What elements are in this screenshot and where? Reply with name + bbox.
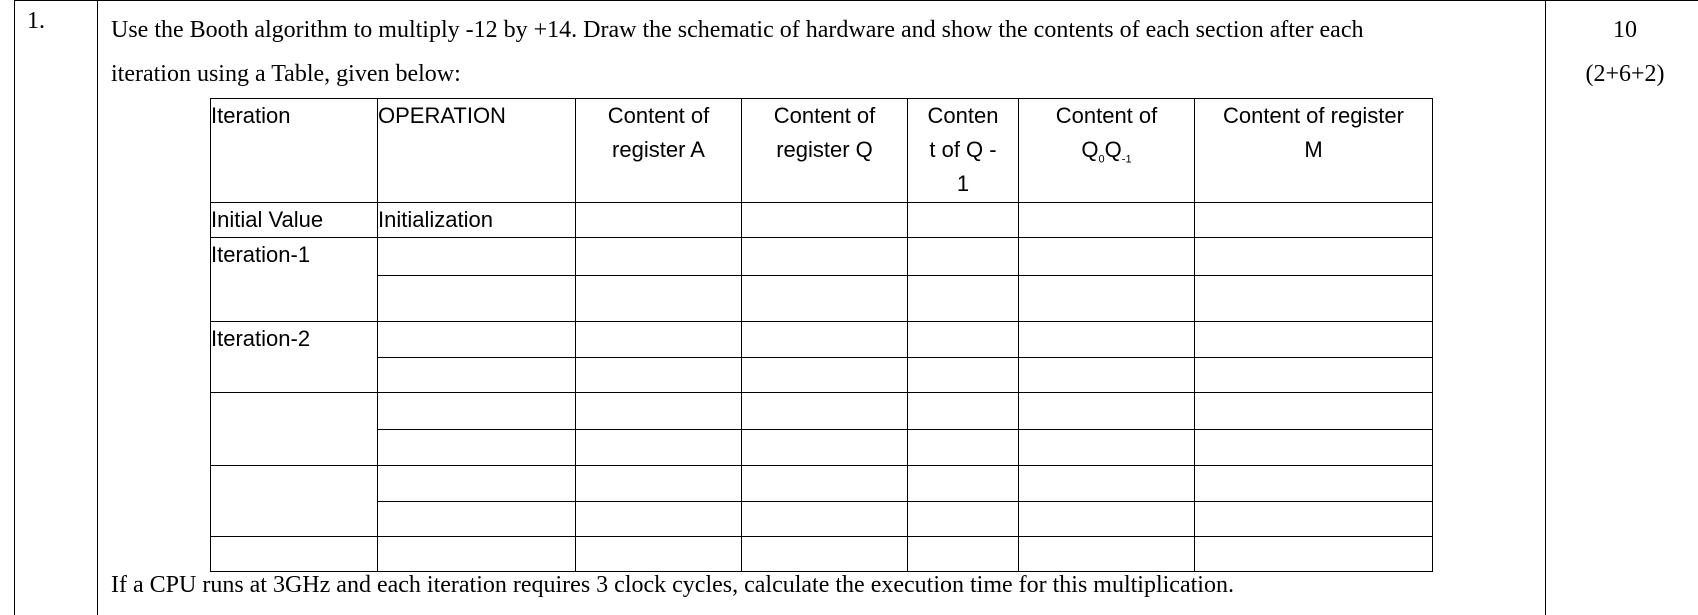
header-register-q-line2: register Q — [776, 137, 873, 162]
table-row — [211, 322, 1433, 358]
header-q-minus-1-line2: t of Q - — [929, 137, 997, 162]
table-header-row — [211, 99, 1433, 203]
answer-cell — [1019, 203, 1195, 238]
q-symbol: Q — [1081, 137, 1099, 162]
answer-cell — [742, 430, 908, 466]
booth-iteration-table — [210, 98, 1433, 572]
table-row — [211, 238, 1433, 276]
table-row — [211, 537, 1433, 572]
iteration-1-cell — [211, 238, 378, 322]
answer-cell — [742, 238, 908, 276]
answer-cell — [1195, 430, 1433, 466]
answer-cell — [576, 393, 742, 430]
answer-cell — [1019, 322, 1195, 358]
answer-cell — [742, 502, 908, 537]
header-register-a — [576, 99, 742, 203]
answer-cell — [576, 466, 742, 502]
answer-cell — [742, 537, 908, 572]
answer-cell — [1195, 537, 1433, 572]
answer-cell — [742, 393, 908, 430]
question-number: 1. — [27, 8, 45, 34]
answer-cell — [378, 322, 576, 358]
answer-cell — [576, 502, 742, 537]
header-operation — [378, 99, 576, 203]
header-register-m-line2: M — [1304, 137, 1323, 162]
initialization-cell — [378, 203, 576, 238]
header-register-q-line1: Content of — [773, 103, 876, 128]
answer-cell — [1019, 238, 1195, 276]
answer-cell — [908, 502, 1019, 537]
table-row — [211, 466, 1433, 502]
iteration-2-cell — [211, 322, 378, 393]
answer-cell — [1195, 502, 1433, 537]
question-line-2: iteration using a Table, given below: — [111, 61, 461, 87]
answer-cell — [576, 238, 742, 276]
answer-cell — [576, 358, 742, 393]
table-row — [211, 393, 1433, 430]
initialization-label: Initialization — [378, 207, 493, 232]
header-register-m-line1: Content of register — [1223, 103, 1404, 128]
answer-cell — [378, 238, 576, 276]
table-row — [211, 203, 1433, 238]
table-row — [211, 502, 1433, 537]
answer-cell — [378, 466, 576, 502]
answer-cell — [576, 430, 742, 466]
header-register-a-line1: Content of — [607, 103, 710, 128]
answer-cell — [1195, 393, 1433, 430]
initial-value-cell — [211, 203, 378, 238]
answer-cell — [1019, 537, 1195, 572]
answer-cell — [1019, 502, 1195, 537]
answer-cell — [908, 430, 1019, 466]
answer-cell — [1019, 358, 1195, 393]
border-top — [14, 0, 1698, 1]
header-q0-q-1-line2 — [1019, 133, 1194, 176]
answer-cell — [908, 358, 1019, 393]
iteration-1-label: Iteration-1 — [211, 242, 311, 267]
header-q0-q-1-line1: Content of — [1055, 103, 1158, 128]
marks-total: 10 — [1613, 17, 1637, 43]
answer-cell — [908, 203, 1019, 238]
answer-cell — [211, 537, 378, 572]
border-left — [14, 0, 15, 615]
answer-cell — [908, 537, 1019, 572]
table-row — [211, 276, 1433, 322]
table-row — [211, 358, 1433, 393]
answer-cell — [1195, 466, 1433, 502]
answer-cell — [378, 502, 576, 537]
answer-cell — [908, 322, 1019, 358]
answer-cell — [576, 537, 742, 572]
header-q-minus-1-line3: 1 — [956, 171, 970, 196]
header-register-q — [742, 99, 908, 203]
answer-cell — [1195, 276, 1433, 322]
answer-cell — [1019, 276, 1195, 322]
answer-cell — [1019, 393, 1195, 430]
header-q-minus-1 — [908, 99, 1019, 203]
iteration-blank-cell — [211, 393, 378, 466]
answer-cell — [742, 322, 908, 358]
question-text — [111, 8, 1551, 96]
iteration-2-label: Iteration-2 — [211, 326, 311, 351]
answer-cell — [576, 276, 742, 322]
footer-question: If a CPU runs at 3GHz and each iteration requires 3 clock cycles, calculate the execution time for this multiplication. — [111, 572, 1234, 598]
answer-cell — [1195, 322, 1433, 358]
header-iteration — [211, 99, 378, 203]
answer-cell — [742, 358, 908, 393]
answer-cell — [576, 203, 742, 238]
q-subscript-0: 0 — [1098, 153, 1105, 166]
header-register-a-line2: register A — [612, 137, 705, 162]
answer-cell — [1195, 238, 1433, 276]
table-row — [211, 430, 1433, 466]
answer-cell — [378, 393, 576, 430]
answer-cell — [1195, 358, 1433, 393]
answer-cell — [742, 466, 908, 502]
answer-cell — [1195, 203, 1433, 238]
header-operation-label: OPERATION — [378, 103, 506, 128]
answer-cell — [908, 238, 1019, 276]
iteration-blank-cell — [211, 466, 378, 537]
answer-cell — [378, 430, 576, 466]
question-line-1: Use the Booth algorithm to multiply -12 by +14. Draw the schematic of hardware and show the contents of each section after each — [111, 17, 1364, 43]
header-q0-q-1 — [1019, 99, 1195, 203]
marks-breakdown: (2+6+2) — [1585, 61, 1665, 87]
answer-cell — [378, 537, 576, 572]
answer-cell — [1019, 430, 1195, 466]
answer-cell — [908, 466, 1019, 502]
answer-cell — [1019, 466, 1195, 502]
answer-cell — [908, 276, 1019, 322]
header-register-m — [1195, 99, 1433, 203]
header-iteration-label: Iteration — [211, 103, 291, 128]
q-subscript-minus-1: -1 — [1121, 153, 1132, 166]
q-symbol: Q — [1104, 137, 1122, 162]
answer-cell — [378, 276, 576, 322]
initial-value-label: Initial Value — [211, 207, 324, 232]
border-number-column — [97, 0, 98, 615]
marks-cell — [1546, 8, 1698, 96]
answer-cell — [742, 276, 908, 322]
answer-cell — [576, 322, 742, 358]
answer-cell — [742, 203, 908, 238]
header-q-minus-1-line1: Conten — [927, 103, 999, 128]
answer-cell — [908, 393, 1019, 430]
answer-cell — [378, 358, 576, 393]
